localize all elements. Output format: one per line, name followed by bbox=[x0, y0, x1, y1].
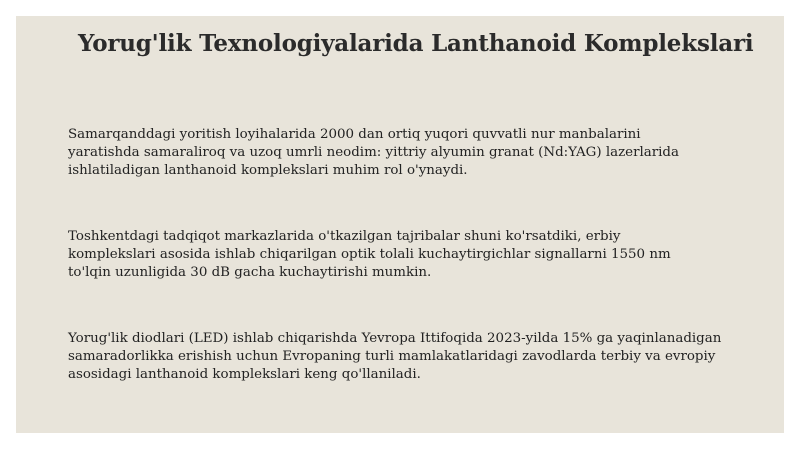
paragraph-led: Yorug'lik diodlari (LED) ishlab chiqarishda Yevropa Ittifoqida 2023-yilda 15% ga yaqinlanadigan samaradorlikka erishish uchun Evropaning turli mamlakatlaridagi zavodlarda terbiy va evropiy asosidagi lanthanoid komplekslari keng qo'llaniladi. bbox=[68, 331, 722, 382]
slide bbox=[16, 16, 784, 433]
paragraph-samarqand: Samarqanddagi yoritish loyihalarida 2000 dan ortiq yuqori quvvatli nur manbalarini yaratishda samaraliroq va uzoq umrli neodim: yittriy alyumin granat (Nd:YAG) lazerlarida ishlatiladigan lanthanoid komplekslari muhim rol o'ynaydi. bbox=[68, 127, 679, 178]
slide-title: Yorug'lik Texnologiyalarida Lanthanoid Komplekslari bbox=[78, 30, 754, 57]
paragraph-toshkent: Toshkentdagi tadqiqot markazlarida o'tkazilgan tajribalar shuni ko'rsatdiki, erbiy komplekslari asosida ishlab chiqarilgan optik tolali kuchaytirgichlar signallarni 1550 nm to'lqin uzunligida 30 dB gacha kuchaytirishi mumkin. bbox=[68, 229, 671, 280]
